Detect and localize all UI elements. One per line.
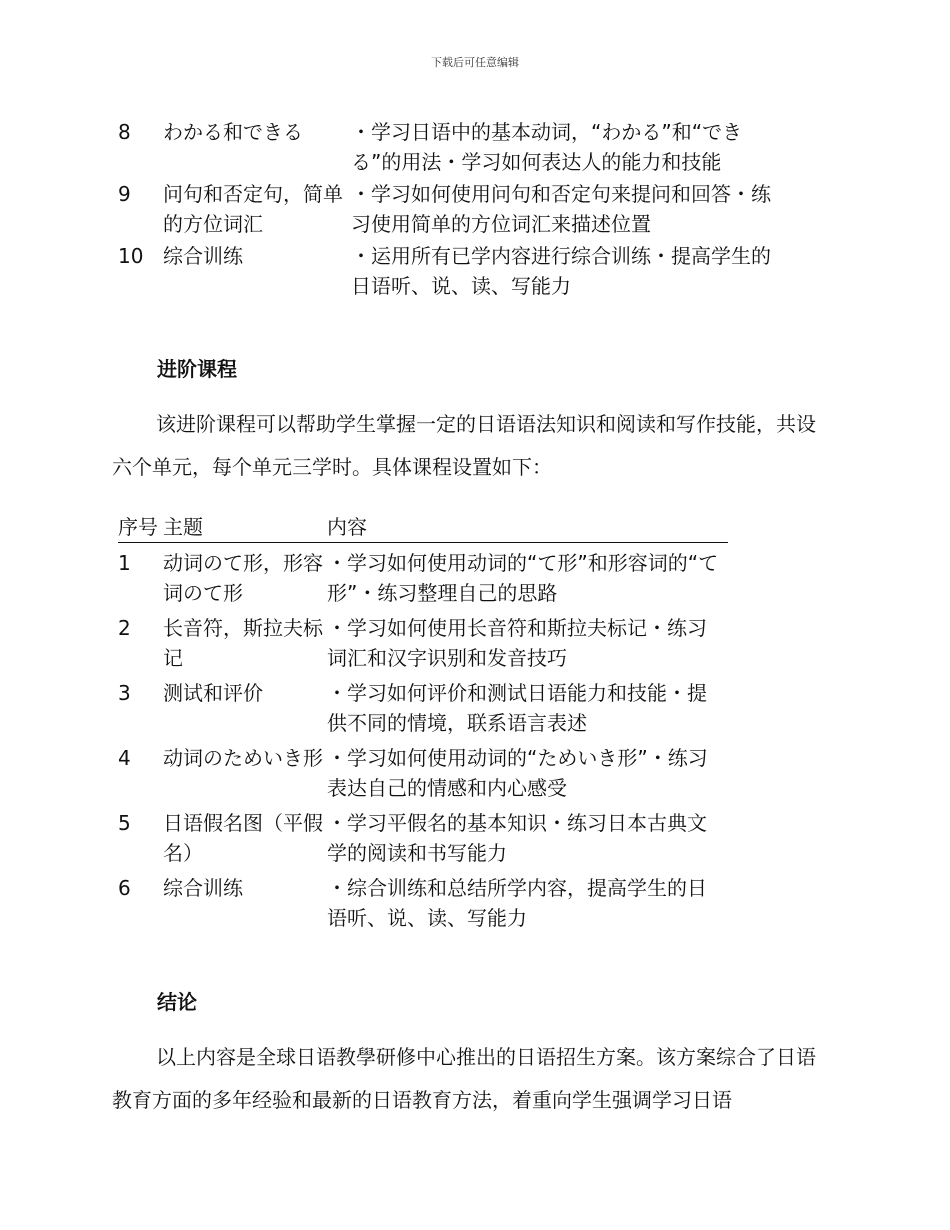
table-row	[118, 873, 728, 933]
row-topic: わかる和できる	[163, 120, 303, 144]
row-content: ・学习如何评价和测试日语能力和技能・提供不同的情境，联系语言表述	[327, 681, 707, 735]
advanced-course-table	[118, 512, 728, 933]
row-content: ・综合训练和总结所学内容，提高学生的日语听、说、读、写能力	[327, 876, 707, 930]
advanced-course-heading: 进阶课程	[157, 357, 237, 381]
advanced-course-intro: 该进阶课程可以帮助学生掌握一定的日语语法知识和阅读和写作技能，共设六个单元，每个单元三学时。具体课程设置如下：	[112, 412, 816, 479]
page-header-note: 下载后可任意编辑	[431, 56, 519, 69]
row-content: ・学习平假名的基本知识・练习日本古典文学的阅读和书写能力	[327, 811, 707, 865]
table-row	[118, 743, 728, 803]
row-number: 4	[118, 746, 131, 770]
row-content: ・学习如何使用长音符和斯拉夫标记・练习词汇和汉字识别和发音技巧	[327, 616, 707, 670]
table-row	[118, 117, 798, 177]
row-topic: 动词のためいき形	[163, 746, 323, 770]
conclusion-heading: 结论	[157, 990, 197, 1014]
row-number: 9	[118, 182, 131, 206]
row-topic: 日语假名图（平假名）	[163, 811, 323, 865]
table-row	[118, 808, 728, 868]
row-topic: 动词のて形，形容词のて形	[163, 551, 323, 605]
header-topic: 主题	[163, 515, 203, 539]
table-row	[118, 548, 728, 608]
row-number: 10	[118, 244, 144, 268]
table-row	[118, 613, 728, 673]
row-topic: 测试和评价	[163, 681, 263, 705]
row-number: 8	[118, 120, 131, 144]
table-row	[118, 179, 798, 239]
row-number: 5	[118, 811, 131, 835]
row-content: ・学习如何使用动词的“て形”和形容词的“て形”・练习整理自己的思路	[327, 551, 719, 605]
table-row	[118, 678, 728, 738]
row-number: 2	[118, 616, 131, 640]
header-content: 内容	[327, 515, 367, 539]
row-content: ・学习如何使用动词的“ためいき形”・练习表达自己的情感和内心感受	[327, 746, 708, 800]
basic-course-table	[118, 117, 798, 303]
header-number: 序号	[118, 515, 158, 539]
row-topic: 问句和否定句，简单的方位词汇	[163, 182, 343, 236]
row-topic: 综合训练	[163, 244, 243, 268]
row-content: ・学习日语中的基本动词，“わかる”和“できる”的用法・学习如何表达人的能力和技能	[351, 120, 743, 174]
row-topic: 综合训练	[163, 876, 243, 900]
table-header-row	[118, 512, 728, 543]
row-number: 1	[118, 551, 131, 575]
row-topic: 长音符，斯拉夫标记	[163, 616, 323, 670]
table-row	[118, 241, 798, 301]
conclusion-text: 以上内容是全球日语教學研修中心推出的日语招生方案。该方案综合了日语教育方面的多年经验和最新的日语教育方法，着重向学生强调学习日语	[112, 1045, 816, 1112]
row-content: ・学习如何使用问句和否定句来提问和回答・练习使用简单的方位词汇来描述位置	[351, 182, 771, 236]
row-number: 3	[118, 681, 131, 705]
row-number: 6	[118, 876, 131, 900]
row-content: ・运用所有已学内容进行综合训练・提高学生的日语听、说、读、写能力	[351, 244, 771, 298]
